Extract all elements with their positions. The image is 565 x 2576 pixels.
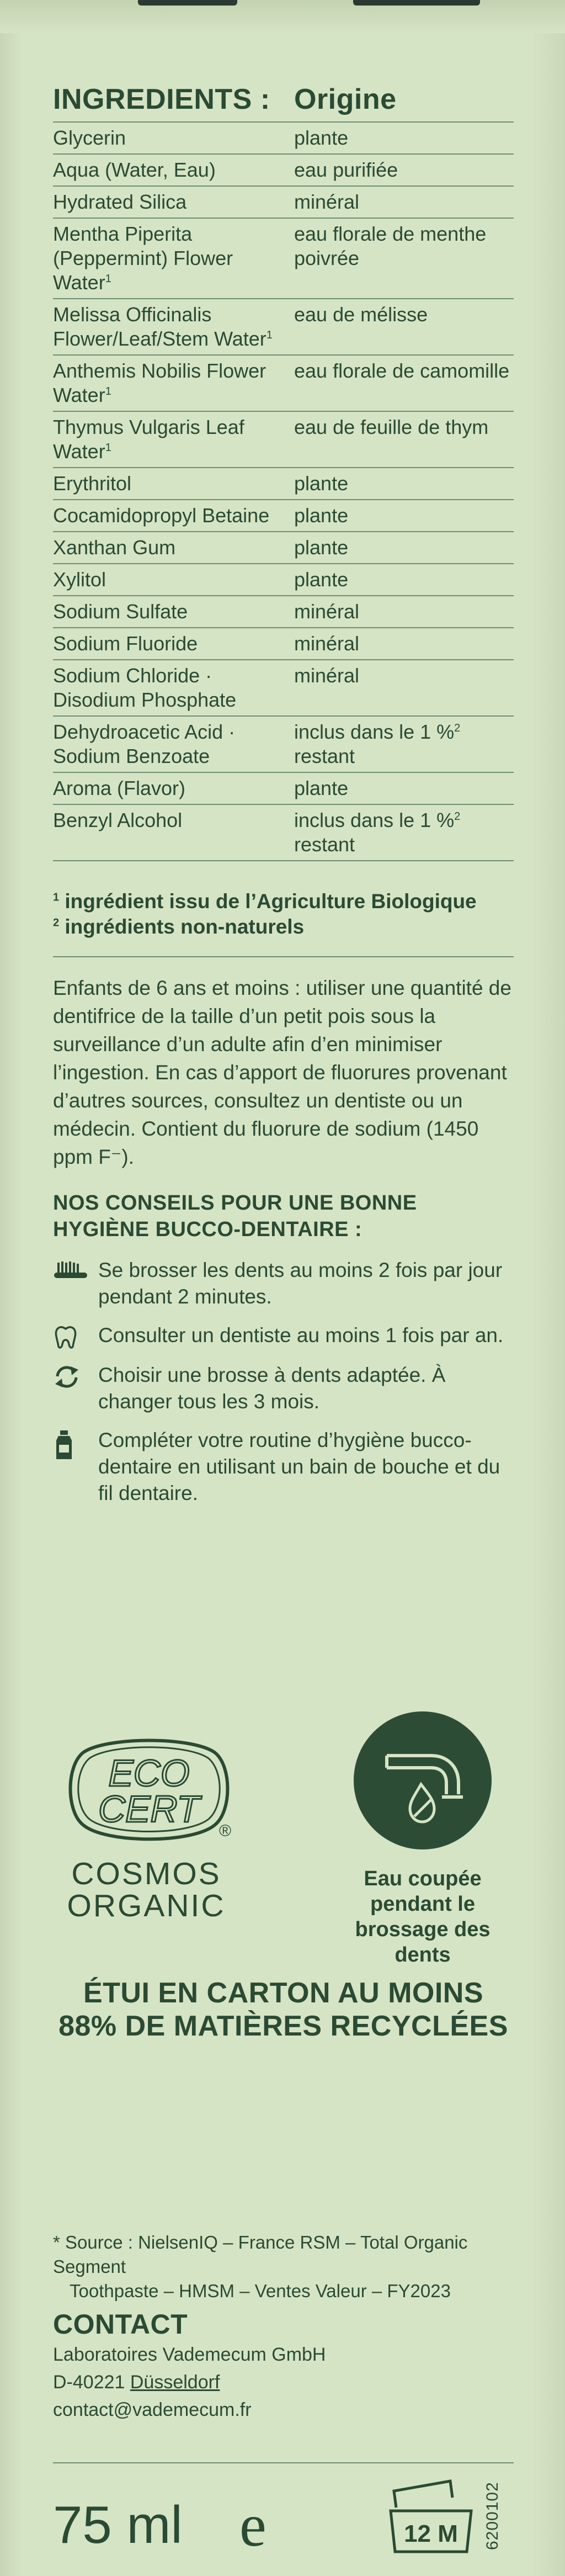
pao-text: 12 M <box>404 2520 458 2547</box>
ingredient-origin-text: inclus dans le 1 % <box>294 809 455 831</box>
ingredient-row <box>53 187 514 219</box>
recycle-arrows-icon <box>53 1362 98 1415</box>
ingredient-name-text: Thymus Vulgaris Leaf Water <box>53 416 244 463</box>
ecocert-eco-text: ECO <box>108 1752 190 1794</box>
footnote-2-text: ingrédients non-naturels <box>59 915 305 938</box>
contact-title: CONTACT <box>53 2309 188 2340</box>
contact-company: Laboratoires Vademecum GmbH <box>53 2344 326 2365</box>
ingredient-origin-tail: restant <box>294 745 355 767</box>
contact-address <box>53 2368 514 2396</box>
volume-label: 75 ml <box>53 2495 183 2554</box>
ingredient-origin-text: plante <box>294 504 349 527</box>
children-warning: Enfants de 6 ans et moins : utiliser une quantité de dentifrice de la taille d’un petit pois sous la surveillance d’un adulte afin d’en minimiser l’ingestion. En cas d’apport de fluorures provenant d’autres sources, consultez un dentiste ou un médecin. Contient du fluorure de sodium (1450 ppm F⁻). <box>53 977 511 1168</box>
tooth-icon <box>53 1322 98 1350</box>
water-caption: Eau coupée pendant le brossage des dents <box>355 1867 491 1967</box>
footnote-mark: 2 <box>454 810 461 823</box>
batch-code: 6200102 <box>483 2482 502 2550</box>
tip-item <box>53 1427 514 1507</box>
ingredient-name-text: Anthemis Nobilis Flower Water <box>53 359 266 406</box>
ingredient-origin-text: plante <box>294 777 349 799</box>
source-line-1: * Source : NielsenIQ – France RSM – Total Organic Segment <box>53 2232 468 2277</box>
ingredient-name <box>53 359 294 407</box>
ingredient-row <box>53 219 514 299</box>
ingredient-origin-text: eau de mélisse <box>294 303 428 326</box>
ingredients-header <box>53 66 514 116</box>
ingredient-row <box>53 596 514 628</box>
faucet-drop-icon <box>354 1711 492 1849</box>
contact-email: contact@vademecum.fr <box>53 2399 252 2420</box>
open-jar-pao-icon <box>384 2474 478 2557</box>
ingredient-row <box>53 356 514 412</box>
ingredient-row <box>53 773 514 805</box>
ingredient-origin <box>294 415 514 464</box>
tip-text: Consulter un dentiste au moins 1 fois par an. <box>98 1324 504 1347</box>
source-line-2: Toothpaste – HMSM – Ventes Valeur – FY2023 <box>70 2281 451 2301</box>
source-note <box>53 2230 514 2303</box>
ingredient-origin-text: plante <box>294 536 349 559</box>
ingredient-origin-text: inclus dans le 1 % <box>294 720 455 743</box>
ingredient-name <box>53 190 294 214</box>
ingredient-origin-text: eau florale de menthe poivrée <box>294 222 487 269</box>
organic-label: ORGANIC <box>67 1888 226 1923</box>
ingredient-origin-text: minéral <box>294 664 360 687</box>
ingredient-name-text: Xylitol <box>53 568 106 591</box>
ingredient-origin <box>294 720 514 768</box>
ingredient-name-text: Hydrated Silica <box>53 190 187 213</box>
ingredients-title: INGREDIENTS : <box>53 83 270 115</box>
recycled-carton-statement: ÉTUI EN CARTON AU MOINS 88% DE MATIÈRES RECYCLÉES <box>58 1977 508 2042</box>
ingredient-name-text: Sodium Chloride · Disodium Phosphate <box>53 664 237 711</box>
bottom-bar <box>53 2462 514 2563</box>
ingredient-name-text: Mentha Piperita (Peppermint) Flower Water <box>53 222 233 294</box>
ingredient-name-text: Erythritol <box>53 472 132 495</box>
ecocert-emblem <box>61 1734 237 1849</box>
ingredient-name-text: Glycerin <box>53 126 126 149</box>
ingredient-origin-text: plante <box>294 126 349 149</box>
ingredient-name <box>53 536 294 560</box>
ingredient-name-text: Aroma (Flavor) <box>53 777 186 799</box>
top-edge-mark <box>353 0 480 6</box>
ingredient-row <box>53 628 514 660</box>
ingredient-name <box>53 664 294 712</box>
estimated-sign-icon: e <box>239 2492 266 2559</box>
ingredient-name <box>53 503 294 528</box>
ingredient-row <box>53 532 514 564</box>
ingredient-origin-text: plante <box>294 472 349 495</box>
origin-title: Origine <box>294 83 397 115</box>
ingredient-name <box>53 126 294 150</box>
footnote-1-mark: 1 <box>53 891 60 904</box>
ingredient-name <box>53 808 294 857</box>
footnote-mark: 1 <box>105 273 111 285</box>
main-content <box>53 66 514 1519</box>
ingredient-origin <box>294 126 514 150</box>
tip-text: Choisir une brosse à dents adaptée. À changer tous les 3 mois. <box>98 1364 446 1413</box>
footnote-mark: 1 <box>105 385 111 397</box>
footnote-mark: 2 <box>454 722 461 734</box>
ingredient-name-text: Benzyl Alcohol <box>53 809 183 831</box>
ingredient-origin-text: eau purifiée <box>294 158 398 181</box>
ingredient-origin <box>294 776 514 801</box>
ingredient-name <box>53 303 294 351</box>
ingredient-row <box>53 468 514 500</box>
footnote-2-mark: 2 <box>53 916 60 929</box>
ingredient-name <box>53 415 294 464</box>
ingredient-name <box>53 776 294 801</box>
advice-title: NOS CONSEILS POUR UNE BONNE HYGIÈNE BUCCO-DENTAIRE : <box>53 1191 417 1241</box>
water-saving-badge <box>340 1711 505 1968</box>
ingredient-row <box>53 155 514 187</box>
toothbrush-icon <box>53 1257 98 1310</box>
ingredient-name <box>53 720 294 768</box>
cosmos-label: COSMOS <box>71 1856 221 1891</box>
ingredient-origin <box>294 632 514 656</box>
ingredient-row <box>53 412 514 468</box>
registered-mark: ® <box>218 1822 232 1840</box>
ecocert-logo <box>61 1734 237 1922</box>
divider <box>53 956 514 957</box>
ingredient-origin <box>294 471 514 496</box>
ingredient-origin <box>294 359 514 407</box>
footnote-mark: 1 <box>105 442 111 454</box>
ingredient-row <box>53 805 514 861</box>
contact-city: Düsseldorf <box>130 2372 220 2393</box>
ingredient-name-text: Dehydroacetic Acid · Sodium Benzoate <box>53 720 236 767</box>
ingredient-origin-text: plante <box>294 568 349 591</box>
ingredient-origin <box>294 503 514 528</box>
top-edge <box>0 0 565 33</box>
ingredient-row <box>53 299 514 356</box>
footnote-mark: 1 <box>266 329 273 341</box>
ingredient-origin-tail: restant <box>294 833 355 856</box>
ingredient-origin <box>294 158 514 182</box>
tip-text: Se brosser les dents au moins 2 fois par jour pendant 2 minutes. <box>98 1259 503 1308</box>
tip-item <box>53 1322 514 1350</box>
ingredient-origin-text: minéral <box>294 632 360 655</box>
ingredient-name-text: Sodium Fluoride <box>53 632 198 655</box>
ingredient-origin <box>294 600 514 624</box>
ingredient-name <box>53 568 294 592</box>
ecocert-cert-text: CERT <box>98 1788 200 1830</box>
ingredient-name-text: Xanthan Gum <box>53 536 176 559</box>
ingredient-name-text: Sodium Sulfate <box>53 600 188 623</box>
ingredient-row <box>53 564 514 596</box>
mouthwash-bottle-icon <box>53 1427 98 1507</box>
footnotes <box>53 889 514 940</box>
ingredient-origin <box>294 536 514 560</box>
ingredient-origin <box>294 222 514 295</box>
ingredient-name-text: Aqua (Water, Eau) <box>53 158 216 181</box>
footnote-2 <box>53 914 514 940</box>
ingredient-row <box>53 123 514 155</box>
ingredient-row <box>53 717 514 773</box>
ingredient-origin <box>294 664 514 712</box>
contact-block <box>53 2308 514 2424</box>
ingredient-origin <box>294 568 514 592</box>
tip-item <box>53 1257 514 1310</box>
tip-text: Compléter votre routine d’hygiène bucco-dentaire en utilisant un bain de bouche et du fil dentaire. <box>98 1429 500 1504</box>
ingredient-name <box>53 632 294 656</box>
tip-item <box>53 1362 514 1415</box>
footnote-1-text: ingrédient issu de l’Agriculture Biologique <box>59 890 477 913</box>
ingredients-table <box>53 121 514 861</box>
certification-logos <box>53 1700 514 2010</box>
ingredient-origin-text: minéral <box>294 600 360 623</box>
ingredient-origin <box>294 808 514 857</box>
ingredient-name <box>53 222 294 295</box>
ingredient-origin-text: eau florale de camomille <box>294 359 510 382</box>
ingredient-name-text: Melissa Officinalis Flower/Leaf/Stem Water <box>53 303 266 350</box>
advice-tips <box>53 1257 514 1507</box>
ingredient-row <box>53 500 514 532</box>
ingredient-origin-text: eau de feuille de thym <box>294 416 489 438</box>
contact-postcode: D-40221 <box>53 2372 130 2393</box>
ingredient-origin <box>294 190 514 214</box>
ingredient-name <box>53 158 294 182</box>
footnote-1 <box>53 889 514 914</box>
top-edge-mark <box>138 0 237 6</box>
ingredient-origin-text: minéral <box>294 190 360 213</box>
ingredient-name <box>53 600 294 624</box>
ingredient-row <box>53 660 514 717</box>
ingredient-name <box>53 471 294 496</box>
ingredient-origin <box>294 303 514 351</box>
ingredient-name-text: Cocamidopropyl Betaine <box>53 504 270 527</box>
